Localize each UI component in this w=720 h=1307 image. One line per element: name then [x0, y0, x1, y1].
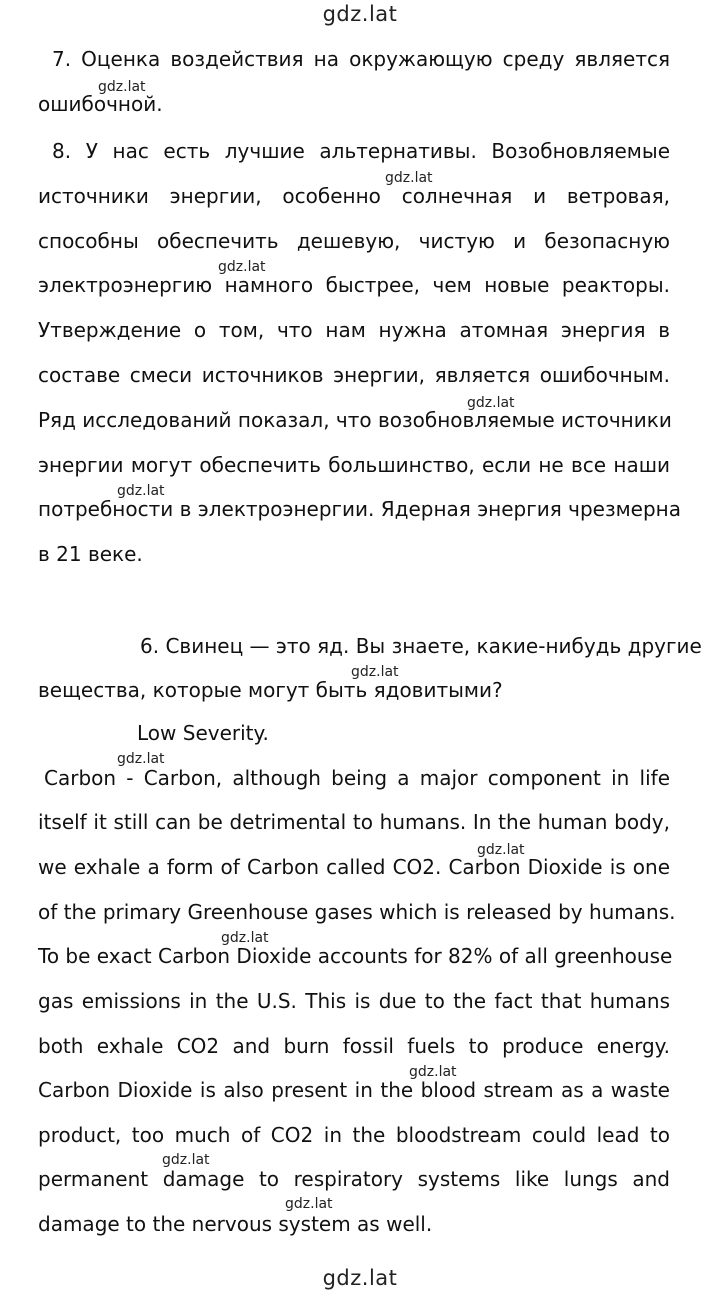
watermark-text: gdz.lat — [117, 751, 165, 767]
page-header-watermark: gdz.lat — [322, 2, 398, 26]
watermark-text: gdz.lat — [351, 664, 399, 680]
text-line: энергии могут обеспечить большинство, если не все наши — [38, 453, 670, 477]
text-line: itself it still can be detrimental to humans. In the human body, — [38, 810, 670, 834]
text-line: damage to the nervous system as well. — [38, 1212, 433, 1236]
text-line: Ряд исследований показал, что возобновляемые источники — [38, 408, 672, 432]
text-line: потребности в электроэнергии. Ядерная энергия чрезмерна — [38, 497, 682, 521]
text-line: of the primary Greenhouse gases which is released by humans. — [38, 900, 676, 924]
text-line: ошибочной. — [38, 92, 163, 116]
watermark-text: gdz.lat — [477, 842, 525, 858]
watermark-text: gdz.lat — [285, 1196, 333, 1212]
text-line: both exhale CO2 and burn fossil fuels to produce energy. — [38, 1034, 670, 1058]
text-line: 6. Свинец — это яд. Вы знаете, какие-нибудь другие — [140, 634, 702, 658]
answer-heading: Low Severity. — [137, 721, 269, 745]
text-line: электроэнергию намного быстрее, чем новые реакторы. — [38, 273, 670, 297]
text-line: способны обеспечить дешевую, чистую и безопасную — [38, 229, 670, 253]
watermark-text: gdz.lat — [98, 79, 146, 95]
text-line: permanent damage to respiratory systems like lungs and — [38, 1167, 670, 1191]
text-line: Carbon Dioxide is also present in the blood stream as a waste — [38, 1078, 670, 1102]
watermark-text: gdz.lat — [221, 930, 269, 946]
text-line: в 21 веке. — [38, 542, 143, 566]
watermark-text: gdz.lat — [409, 1064, 457, 1080]
text-line: gas emissions in the U.S. This is due to the fact that humans — [38, 989, 670, 1013]
text-line: составе смеси источников энергии, является ошибочным. — [38, 363, 670, 387]
text-line: Carbon - Carbon, although being a major component in life — [44, 766, 670, 790]
text-line: Утверждение о том, что нам нужна атомная энергия в — [38, 318, 670, 342]
watermark-text: gdz.lat — [385, 170, 433, 186]
text-line: вещества, которые могут быть ядовитыми? — [38, 678, 503, 702]
text-line: 7. Оценка воздействия на окружающую среду является — [52, 47, 670, 71]
text-line: we exhale a form of Carbon called CO2. Carbon Dioxide is one — [38, 855, 670, 879]
watermark-text: gdz.lat — [467, 395, 515, 411]
page-footer-watermark: gdz.lat — [322, 1266, 398, 1290]
text-line: product, too much of CO2 in the bloodstream could lead to — [38, 1123, 670, 1147]
text-line: источники энергии, особенно солнечная и ветровая, — [38, 184, 670, 208]
watermark-text: gdz.lat — [218, 259, 266, 275]
watermark-text: gdz.lat — [162, 1152, 210, 1168]
text-line: 8. У нас есть лучшие альтернативы. Возобновляемые — [52, 139, 670, 163]
text-line: To be exact Carbon Dioxide accounts for 82% of all greenhouse — [38, 944, 673, 968]
watermark-text: gdz.lat — [117, 483, 165, 499]
